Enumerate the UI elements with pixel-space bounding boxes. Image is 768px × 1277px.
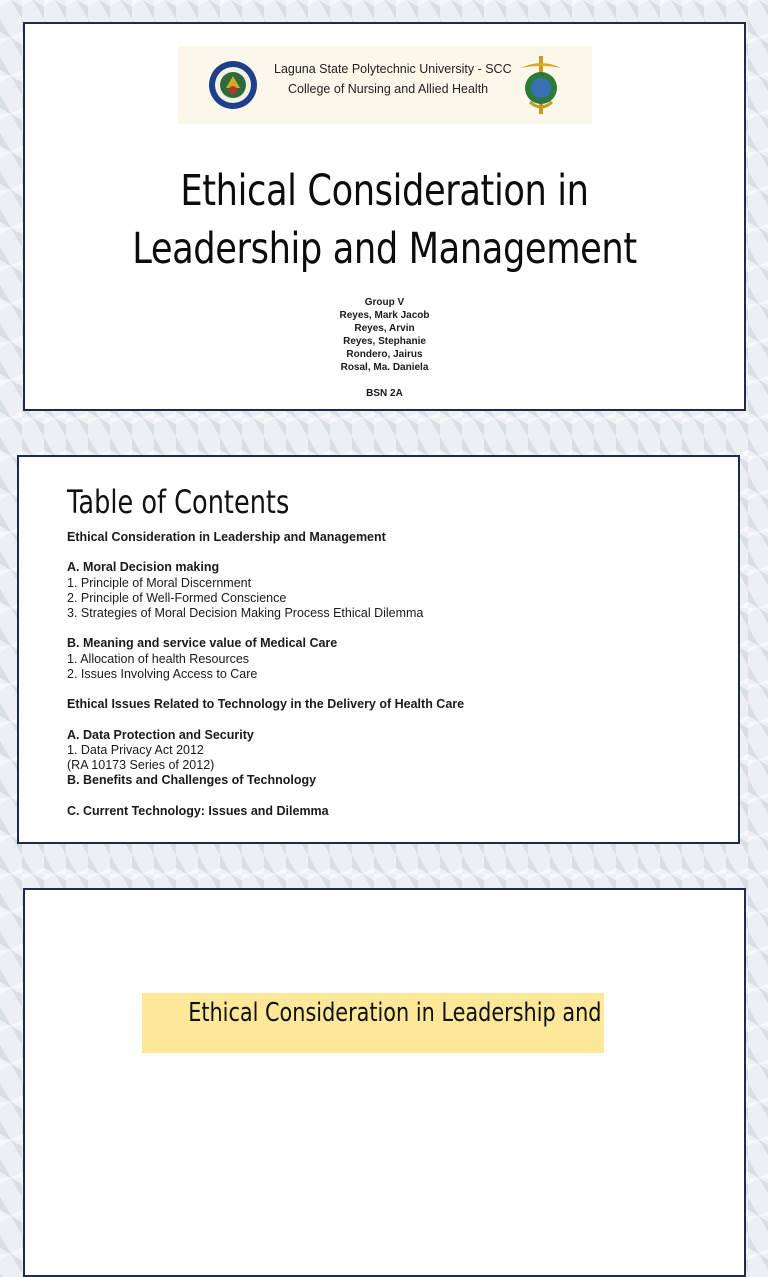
- member-name: Rondero, Jairus: [346, 349, 423, 360]
- toc-item: Ethical Consideration in Leadership and Management: [67, 530, 386, 544]
- toc-item: C. Current Technology: Issues and Dilemma: [67, 803, 329, 818]
- toc-list: [67, 530, 707, 819]
- university-name: Laguna State Polytechnic University - SCC: [274, 62, 512, 76]
- toc-title: Table of Contents: [67, 483, 290, 521]
- section-label: BSN 2A: [366, 388, 403, 399]
- title-slide: [23, 22, 746, 411]
- toc-item: 1. Allocation of health Resources: [67, 651, 250, 666]
- member-name: Reyes, Arvin: [354, 323, 415, 334]
- toc-item: Ethical Issues Related to Technology in the Delivery of Health Care: [67, 697, 465, 712]
- university-header-banner: [178, 46, 592, 124]
- section-title-banner: [142, 993, 604, 1053]
- toc-spacer: [67, 712, 707, 727]
- presentation-title: [90, 162, 680, 278]
- toc-item: 1. Data Privacy Act 2012: [67, 742, 204, 757]
- toc-item: 3. Strategies of Moral Decision Making Process Ethical Dilemma: [67, 606, 424, 620]
- toc-item: 2. Principle of Well-Formed Conscience: [67, 590, 287, 605]
- toc-spacer: [67, 621, 707, 636]
- group-members: [25, 296, 744, 400]
- table-of-contents-slide: [17, 455, 740, 844]
- college-name: College of Nursing and Allied Health: [288, 82, 489, 96]
- toc-item: 2. Issues Involving Access to Care: [67, 666, 258, 681]
- toc-item: B. Meaning and service value of Medical Care: [67, 636, 338, 651]
- section-title-slide: [23, 888, 746, 1277]
- group-label: Group V: [364, 297, 405, 308]
- member-name: Rosal, Ma. Daniela: [340, 362, 429, 373]
- toc-item: B. Benefits and Challenges of Technology: [67, 773, 317, 788]
- toc-item: A. Moral Decision making: [67, 560, 220, 575]
- toc-item: (RA 10173 Series of 2012): [67, 757, 215, 772]
- title-line-1: Ethical Consideration in: [180, 166, 589, 216]
- university-seal-icon: [208, 60, 258, 110]
- toc-spacer: [67, 545, 707, 560]
- member-name: Reyes, Mark Jacob: [339, 310, 430, 321]
- toc-spacer: [67, 788, 707, 803]
- member-name: Reyes, Stephanie: [343, 336, 426, 347]
- title-line-2: Leadership and Management: [132, 224, 637, 274]
- toc-item: 1. Principle of Moral Discernment: [67, 575, 252, 590]
- toc-item: A. Data Protection and Security: [67, 727, 254, 742]
- section-title: Ethical Consideration in Leadership and: [188, 998, 602, 1028]
- toc-spacer: [67, 682, 707, 697]
- nursing-college-seal-icon: [516, 54, 566, 116]
